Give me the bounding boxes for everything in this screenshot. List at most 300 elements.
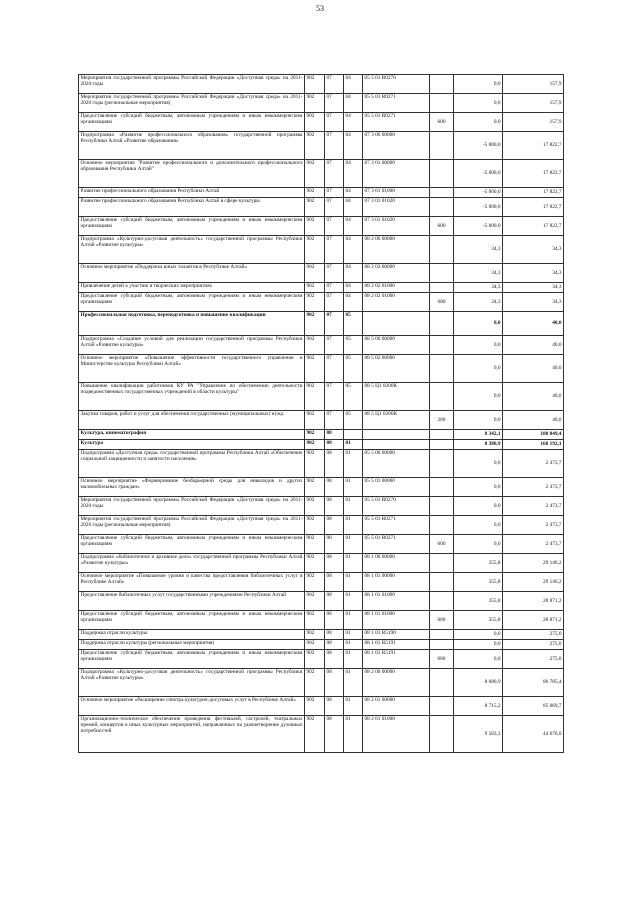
row-glava: 902 [305,716,325,753]
row-glava: 902 [305,312,325,336]
row-rz: 07 [325,94,344,113]
row-csr: 05 5 00 00000 [363,450,430,478]
budget-table-body [79,75,564,753]
row-value-2015: 0,0 [454,478,503,497]
row-value-2015: 0,0 [454,650,503,669]
row-vr: 600 [430,535,454,554]
row-pr: 01 [344,650,363,669]
row-vr [430,188,454,198]
row-value-2015: 34,3 [454,283,503,293]
row-csr: 07 3 01 01000 [363,188,430,198]
row-value-2016: 17 822,7 [503,217,564,236]
row-value-2016: 40,0 [503,411,564,430]
row-pr: 01 [344,716,363,753]
table-row [79,198,564,217]
row-rz: 07 [325,198,344,217]
row-pr: 04 [344,293,363,312]
row-rz: 07 [325,355,344,383]
table-row [79,264,564,283]
row-rz: 07 [325,113,344,132]
row-vr: 600 [430,611,454,630]
row-value-2016: 157,9 [503,75,564,94]
table-row [79,669,564,697]
page-number: 53 [316,4,324,13]
table-row [79,217,564,236]
row-glava: 902 [305,592,325,611]
table-row [79,336,564,355]
row-name: Предоставление субсидий бюджетным, автономным учреждениям и иным некоммерческим организациям [79,611,305,630]
row-value-2015: 0,0 [454,630,503,640]
row-vr [430,312,454,336]
row-vr [430,478,454,497]
row-value-2015: 0,0 [454,383,503,411]
row-pr [344,430,363,440]
row-glava: 902 [305,669,325,697]
row-rz: 07 [325,293,344,312]
table-row [79,516,564,535]
table-row [79,611,564,630]
row-glava: 902 [305,535,325,554]
row-value-2016: 28 871,2 [503,611,564,630]
table-row [79,535,564,554]
row-csr: 07 3 01 00000 [363,160,430,188]
row-value-2016: 40,0 [503,312,564,336]
row-rz: 08 [325,440,344,450]
row-rz: 08 [325,716,344,753]
row-csr: 05 5 01 R0271 [363,113,430,132]
row-value-2015: 0,0 [454,94,503,113]
row-value-2016: 2 473,7 [503,450,564,478]
row-value-2015: 0,0 [454,640,503,650]
row-value-2015: 0,0 [454,113,503,132]
row-value-2016: 275,0 [503,640,564,650]
row-vr [430,630,454,640]
row-pr: 01 [344,516,363,535]
row-csr: 08 1 01 01000 [363,592,430,611]
row-glava: 902 [305,113,325,132]
row-value-2016: 17 822,7 [503,132,564,160]
row-name: Предоставление субсидий бюджетным, автономным учреждениям и иным некоммерческим организациям [79,293,305,312]
row-value-2015: 34,3 [454,236,503,264]
row-name: Повышение квалификации работников КУ РА "Управление по обеспечению деятельности подведомственных государственных учреждений в области культуры" [79,383,305,411]
row-name: Основное мероприятие «Расширение спектра культурно-досуговых услуг в Республике Алтай» [79,697,305,716]
table-row [79,113,564,132]
row-rz: 07 [325,75,344,94]
row-csr: 05 5 01 R0270 [363,497,430,516]
row-name: Предоставление субсидий бюджетным, автономным учреждениям и иным некоммерческим организациям [79,217,305,236]
row-pr: 01 [344,478,363,497]
row-value-2016: 2 473,7 [503,497,564,516]
row-pr: 04 [344,198,363,217]
row-vr [430,554,454,573]
table-row [79,592,564,611]
row-csr [363,312,430,336]
table-row [79,355,564,383]
row-name: Культура [79,440,305,450]
row-vr [430,336,454,355]
row-value-2016: 157,9 [503,113,564,132]
row-glava: 902 [305,132,325,160]
row-glava: 902 [305,160,325,188]
row-pr: 01 [344,497,363,516]
row-vr [430,450,454,478]
row-glava: 902 [305,411,325,430]
row-csr: 08 1 00 00000 [363,554,430,573]
row-value-2015: 355,8 [454,573,503,592]
row-pr: 01 [344,440,363,450]
row-name: Мероприятия государственной программы Российской Федерации «Доступная среда» на 2011-2020 годы (региональные мероприятия) [79,94,305,113]
row-value-2016: 44 676,0 [503,716,564,753]
row-value-2016: 40,0 [503,383,564,411]
row-name: Предоставление субсидий бюджетным, автономным учреждениям и иным некоммерческим организациям [79,650,305,669]
table-row [79,430,564,440]
row-rz: 07 [325,411,344,430]
row-rz: 07 [325,336,344,355]
row-name: Подпрограмма «Культурно-досуговая деятельность» государственной программы Республики Алтай «Развитие культуры» [79,669,305,697]
row-value-2016: 34,3 [503,236,564,264]
row-name: Основное мероприятие «Поддержка юных талантов в Республике Алтай» [79,264,305,283]
row-value-2016: 29 146,2 [503,554,564,573]
row-rz: 07 [325,264,344,283]
table-row [79,132,564,160]
row-glava: 902 [305,94,325,113]
row-rz: 08 [325,650,344,669]
row-rz: 08 [325,630,344,640]
row-csr: 08 5 Ц1 0200К [363,383,430,411]
table-row [79,650,564,669]
table-row [79,94,564,113]
row-value-2016: 17 822,7 [503,160,564,188]
row-pr: 05 [344,336,363,355]
row-csr: 08 2 02 01000 [363,293,430,312]
row-vr [430,640,454,650]
row-name: Подпрограмма «Библиотечное и архивное дело» государственной программы Республики Алтай «Развитие культуры» [79,554,305,573]
row-value-2015: 355,8 [454,611,503,630]
row-glava: 902 [305,554,325,573]
row-rz: 07 [325,160,344,188]
row-vr [430,430,454,440]
row-pr: 01 [344,669,363,697]
row-csr: 08 1 01 00000 [363,573,430,592]
row-name: Подпрограмма «Культурно-досуговая деятельность» государственной программы Республики Алтай «Развитие культуры» [79,236,305,264]
row-csr: 08 2 00 00000 [363,236,430,264]
row-value-2015: 0,0 [454,497,503,516]
row-rz: 08 [325,554,344,573]
row-glava: 902 [305,450,325,478]
row-csr: 08 5 Ц1 0200К [363,411,430,430]
row-rz: 08 [325,611,344,630]
row-csr: 08 2 00 00000 [363,669,430,697]
row-value-2015: -5 000,0 [454,217,503,236]
row-vr [430,75,454,94]
row-pr: 05 [344,312,363,336]
row-pr: 04 [344,132,363,160]
row-rz: 07 [325,236,344,264]
row-name: Основное мероприятие «Повышение уровня и качества предоставления библиотечных услуг в Республике Алтай» [79,573,305,592]
row-vr [430,669,454,697]
row-value-2015: 34,3 [454,293,503,312]
row-value-2016: 34,3 [503,283,564,293]
row-pr: 04 [344,94,363,113]
row-pr: 04 [344,113,363,132]
row-value-2015: 9 583,3 [454,716,503,753]
row-value-2016: 29 146,2 [503,573,564,592]
row-rz: 08 [325,697,344,716]
row-csr: 07 3 01 01020 [363,217,430,236]
row-rz: 08 [325,516,344,535]
row-csr: 08 2 02 00000 [363,264,430,283]
table-row [79,440,564,450]
row-value-2015: 0,0 [454,355,503,383]
row-value-2016: 157,9 [503,94,564,113]
row-vr [430,516,454,535]
row-rz: 07 [325,283,344,293]
row-glava: 902 [305,75,325,94]
row-csr: 07 3 00 00000 [363,132,430,160]
row-name: Культура, кинематография [79,430,305,440]
row-vr: 600 [430,293,454,312]
row-csr: 08 5 00 00000 [363,336,430,355]
table-row [79,640,564,650]
row-value-2016: 2 473,7 [503,516,564,535]
row-name: Мероприятия государственной программы Российской Федерации «Доступная среда» на 2011-2020 годы (региональные мероприятия) [79,516,305,535]
row-rz: 08 [325,573,344,592]
row-rz: 08 [325,450,344,478]
table-row [79,450,564,478]
table-row [79,312,564,336]
row-value-2016: 275,0 [503,630,564,640]
row-value-2016: 34,3 [503,293,564,312]
table-row [79,573,564,592]
row-glava: 902 [305,355,325,383]
row-vr [430,716,454,753]
row-value-2015: -5 000,0 [454,160,503,188]
row-rz: 07 [325,132,344,160]
row-pr: 01 [344,630,363,640]
row-value-2015: 34,3 [454,264,503,283]
table-row [79,478,564,497]
row-rz: 07 [325,383,344,411]
row-rz: 08 [325,535,344,554]
row-value-2015: 0,0 [454,312,503,336]
row-glava: 902 [305,478,325,497]
row-rz: 07 [325,188,344,198]
row-pr: 05 [344,355,363,383]
row-vr [430,383,454,411]
row-value-2015: 8 715,2 [454,697,503,716]
row-csr [363,440,430,450]
row-value-2016: 180 049,4 [503,430,564,440]
table-row [79,188,564,198]
table-row [79,554,564,573]
row-rz: 07 [325,217,344,236]
row-value-2016: 86 785,4 [503,669,564,697]
row-csr: 08 2 01 00000 [363,697,430,716]
row-glava: 902 [305,336,325,355]
row-glava: 902 [305,516,325,535]
row-glava: 902 [305,383,325,411]
row-value-2016: 2 473,7 [503,535,564,554]
row-pr: 05 [344,411,363,430]
row-value-2015: -5 000,0 [454,198,503,217]
row-rz: 08 [325,478,344,497]
row-csr: 08 1 01 R5191 [363,640,430,650]
row-name: Подпрограмма «Развитие профессионального образования» государственной программы Республики Алтай «Развитие образования» [79,132,305,160]
row-value-2016: 17 822,7 [503,198,564,217]
row-pr: 01 [344,697,363,716]
row-value-2016: 160 192,1 [503,440,564,450]
row-value-2015: 0,0 [454,450,503,478]
row-vr [430,264,454,283]
row-glava: 902 [305,430,325,440]
row-vr: 600 [430,650,454,669]
row-value-2015: 0,0 [454,336,503,355]
row-pr: 04 [344,236,363,264]
row-name: Основное мероприятие «Повышение эффективности государственного управления в Министерстве культуры Республики Алтай» [79,355,305,383]
row-csr: 05 5 01 R0271 [363,516,430,535]
row-glava: 902 [305,497,325,516]
row-glava: 902 [305,283,325,293]
row-name: Поддержка отрасли культуры (региональные мероприятия) [79,640,305,650]
row-name: Основное мероприятие «Формирование безбарьерной среды для инвалидов и других маломобильных граждан» [79,478,305,497]
row-vr [430,160,454,188]
row-glava: 902 [305,293,325,312]
row-vr [430,573,454,592]
row-pr: 01 [344,573,363,592]
row-pr: 04 [344,75,363,94]
row-glava: 902 [305,573,325,592]
row-value-2015: 8 342,1 [454,430,503,440]
row-value-2016: 28 871,2 [503,592,564,611]
row-vr: 600 [430,217,454,236]
row-vr [430,440,454,450]
row-pr: 04 [344,160,363,188]
row-pr: 04 [344,264,363,283]
row-glava: 902 [305,188,325,198]
row-pr: 04 [344,283,363,293]
row-name: Развитие профессионального образования Республики Алтай [79,188,305,198]
row-name: Предоставление субсидий бюджетным, автономным учреждениям и иным некоммерческим организациям [79,113,305,132]
row-csr: 08 2 01 01000 [363,716,430,753]
row-csr: 08 1 01 R5190 [363,630,430,640]
row-name: Поддержка отрасли культуры [79,630,305,640]
row-name: Профессиональная подготовка, переподготовка и повышение квалификации [79,312,305,336]
table-row [79,283,564,293]
table-row [79,497,564,516]
row-value-2015: 355,8 [454,592,503,611]
row-csr: 08 2 02 01000 [363,283,430,293]
row-csr: 08 1 01 01000 [363,611,430,630]
row-csr: 08 1 01 R5191 [363,650,430,669]
row-glava: 902 [305,440,325,450]
row-name: Организационно-техническое обеспечение проведения фестивалей, гастролей, театральных премий, концертов и иных культурных мероприятий, направленных на удовлетворение духовных потребностей [79,716,305,753]
row-name: Предоставление библиотечных услуг государственными учреждениями Республики Алтай [79,592,305,611]
row-pr: 01 [344,535,363,554]
budget-table [78,74,564,753]
row-rz: 08 [325,669,344,697]
row-pr: 01 [344,450,363,478]
row-pr: 05 [344,383,363,411]
row-value-2015: -5 000,0 [454,132,503,160]
row-pr: 01 [344,640,363,650]
row-vr [430,198,454,217]
row-value-2015: 0,0 [454,411,503,430]
row-glava: 902 [305,630,325,640]
row-pr: 04 [344,217,363,236]
row-glava: 902 [305,611,325,630]
row-name: Привлечение детей к участию в творческих мероприятиях [79,283,305,293]
row-csr: 07 3 01 01020 [363,198,430,217]
row-value-2016: 17 822,7 [503,188,564,198]
row-vr [430,355,454,383]
row-vr [430,132,454,160]
row-value-2015: 0,0 [454,516,503,535]
row-vr [430,94,454,113]
row-vr [430,497,454,516]
row-pr: 01 [344,592,363,611]
row-rz: 07 [325,312,344,336]
row-csr [363,430,430,440]
row-glava: 902 [305,650,325,669]
row-rz: 08 [325,592,344,611]
row-name: Предоставление субсидий бюджетным, автономным учреждениям и иным некоммерческим организациям [79,535,305,554]
row-vr [430,283,454,293]
row-vr: 600 [430,113,454,132]
row-glava: 902 [305,217,325,236]
row-value-2016: 275,0 [503,650,564,669]
row-csr: 05 5 01 R0270 [363,75,430,94]
row-name: Мероприятия государственной программы Российской Федерации «Доступная среда» на 2011-2020 годы [79,75,305,94]
row-value-2015: 8 380,9 [454,440,503,450]
row-value-2016: 34,3 [503,264,564,283]
row-value-2015: 8 680,9 [454,669,503,697]
row-glava: 902 [305,236,325,264]
row-name: Основное мероприятие "Развитие профессионального и дополнительного профессионального образования Республики Алтай" [79,160,305,188]
row-name: Подпрограмма «Доступная среда» государственной программы Республики Алтай «Обеспечение социальной защищенности и занятости населения» [79,450,305,478]
row-value-2015: 355,8 [454,554,503,573]
row-pr: 01 [344,611,363,630]
row-rz: 08 [325,430,344,440]
row-glava: 902 [305,198,325,217]
row-vr [430,697,454,716]
row-name: Развитие профессионального образования Республики Алтай в сфере культуры [79,198,305,217]
row-csr: 05 5 01 R0271 [363,94,430,113]
row-rz: 08 [325,640,344,650]
row-glava: 902 [305,640,325,650]
row-name: Закупка товаров, работ и услуг для обеспечения государственных (муниципальных) нужд [79,411,305,430]
table-row [79,697,564,716]
table-row [79,383,564,411]
table-row [79,160,564,188]
row-value-2016: 2 473,7 [503,478,564,497]
table-row [79,630,564,640]
row-pr: 04 [344,188,363,198]
row-value-2015: 0,0 [454,75,503,94]
row-name: Мероприятия государственной программы Российской Федерации «Доступная среда» на 2011-2020 годы [79,497,305,516]
row-glava: 902 [305,697,325,716]
row-value-2016: 85 069,7 [503,697,564,716]
row-value-2016: 40,0 [503,336,564,355]
row-value-2015: 0,0 [454,535,503,554]
row-rz: 08 [325,497,344,516]
row-value-2015: -5 000,0 [454,188,503,198]
table-row [79,411,564,430]
table-row [79,293,564,312]
table-row [79,75,564,94]
row-value-2016: 40,0 [503,355,564,383]
row-vr: 200 [430,411,454,430]
table-row [79,236,564,264]
